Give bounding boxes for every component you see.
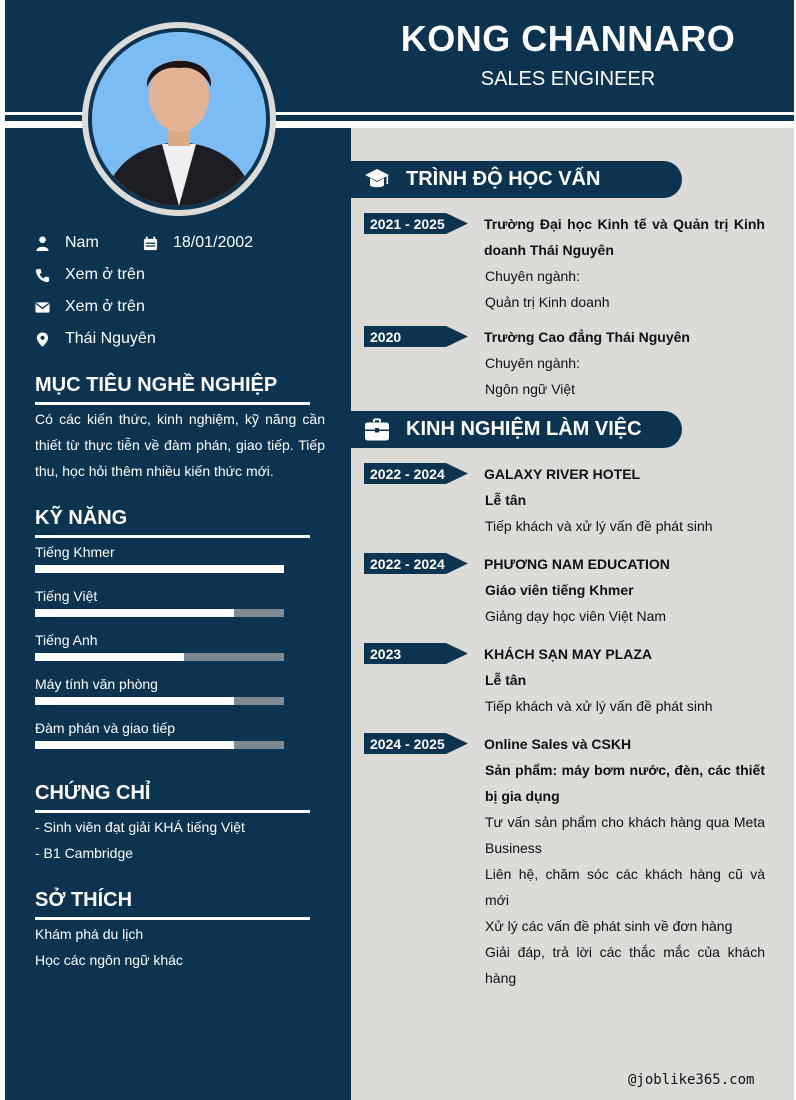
location-pin-icon [35,332,50,347]
detail: Xử lý các vấn đề phát sinh về đơn hàng [485,918,733,934]
experience-heading-bar [351,411,682,448]
graduation-cap-icon [364,168,390,192]
detail: Tiếp khách và xử lý vấn đề phát sinh [485,698,713,714]
role: Lễ tân [485,492,527,508]
skill-bar [35,697,284,705]
skill-bar-fill [35,609,234,617]
school-name: Trường Đại học Kinh tế và Quản trị Kinh doanh Thái Nguyên [484,216,765,258]
period-text: 2022 - 2024 [370,555,445,572]
role: Giáo viên tiếng Khmer [485,582,634,598]
skill-label: Tiếng Anh [35,632,98,648]
briefcase-icon [364,418,390,442]
experience-entry [484,731,765,991]
experience-entry [484,551,765,629]
experience-entry [484,461,765,539]
period-tag [364,733,468,754]
certificates-rule [35,810,310,813]
detail: Tiếp khách và xử lý vấn đề phát sinh [485,518,713,534]
company-name: GALAXY RIVER HOTEL [484,466,641,482]
hobbies-heading: SỞ THÍCH [35,889,133,911]
objective-text: Có các kiến thức, kinh nghiệm, kỹ năng cần thiết từ thực tiễn về đàm phán, giao tiếp. Tiếp thu, học hỏi thêm nhiều kiến thức mới. [35,411,325,479]
education-entry [484,211,765,315]
major-label: Chuyên ngành: [485,355,580,371]
major: Quản trị Kinh doanh [485,294,610,310]
skill-label: Đàm phán và giao tiếp [35,720,176,736]
birthdate-row [143,234,253,252]
detail: Liên hệ, chăm sóc các khách hàng cũ và mới [485,866,765,908]
candidate-name: KONG CHANNARO [400,18,736,59]
period-tag [364,326,468,347]
period-tag [364,643,468,664]
objective-rule [35,402,310,405]
location-text: Thái Nguyên [65,330,156,347]
skill-label: Tiếng Việt [35,588,98,604]
person-portrait-icon [92,32,266,206]
certificate-item: - Sinh viên đạt giải KHÁ tiếng Việt [35,819,245,835]
role: Sản phẩm: máy bơm nước, đèn, các thiết bị gia dụng [485,762,765,804]
detail: Giảng dạy học viên Việt Nam [485,608,667,624]
period-tag [364,553,468,574]
phone-row [35,266,145,284]
skill-label: Tiếng Khmer [35,544,115,560]
hobby-item: Học các ngôn ngữ khác [35,952,183,968]
certificate-item: - B1 Cambridge [35,845,134,861]
skill-bar [35,609,284,617]
user-icon [35,236,50,251]
major-label: Chuyên ngành: [485,268,580,284]
avatar [92,32,266,206]
skill-bar-fill [35,697,234,705]
hobbies-rule [35,917,310,920]
calendar-icon [143,236,158,251]
experience-entry [484,641,765,719]
gender-text: Nam [65,234,99,251]
envelope-icon [35,300,50,315]
skills-rule [35,535,310,538]
job-title: SALES ENGINEER [480,68,656,90]
skill-bar-fill [35,653,184,661]
skill-label: Máy tính văn phòng [35,676,158,692]
email-text: Xem ở trên [65,298,145,315]
period-text: 2023 [370,645,402,662]
email-row [35,298,145,316]
education-entry [484,324,765,402]
school-name: Trường Cao đẳng Thái Nguyên [484,329,690,345]
detail: Giải đáp, trả lời các thắc mắc của khách hàng [485,944,765,986]
education-heading-bar [351,161,682,198]
phone-icon [35,268,50,283]
period-tag [364,463,468,484]
experience-heading: KINH NGHIỆM LÀM VIỆC [406,418,642,440]
role: Lễ tân [485,672,527,688]
period-text: 2021 - 2025 [370,215,445,232]
period-text: 2024 - 2025 [370,735,445,752]
certificates-heading: CHỨNG CHỈ [35,782,151,804]
company-name: KHÁCH SẠN MAY PLAZA [484,646,653,662]
period-text: 2022 - 2024 [370,465,445,482]
company-name: PHƯƠNG NAM EDUCATION [484,556,670,572]
objective-heading: MỤC TIÊU NGHỀ NGHIỆP [35,374,278,396]
skill-bar [35,565,284,573]
skill-bar [35,653,284,661]
birthdate-text: 18/01/2002 [173,234,254,251]
skill-bar-fill [35,741,234,749]
detail: Tư vấn sản phẩm cho khách hàng qua Meta Business [485,814,765,856]
period-tag [364,213,468,234]
phone-text: Xem ở trên [65,266,145,283]
gender-row [35,234,99,252]
footer-credit: @joblike365.com [628,1072,755,1088]
major: Ngôn ngữ Việt [485,381,576,397]
location-row [35,330,156,348]
education-heading: TRÌNH ĐỘ HỌC VẤN [406,168,601,190]
skill-bar [35,741,284,749]
company-name: Online Sales và CSKH [484,736,632,752]
hobby-item: Khám phá du lịch [35,926,144,942]
skill-bar-fill [35,565,284,573]
skills-heading: KỸ NĂNG [35,507,128,529]
period-text: 2020 [370,328,402,345]
